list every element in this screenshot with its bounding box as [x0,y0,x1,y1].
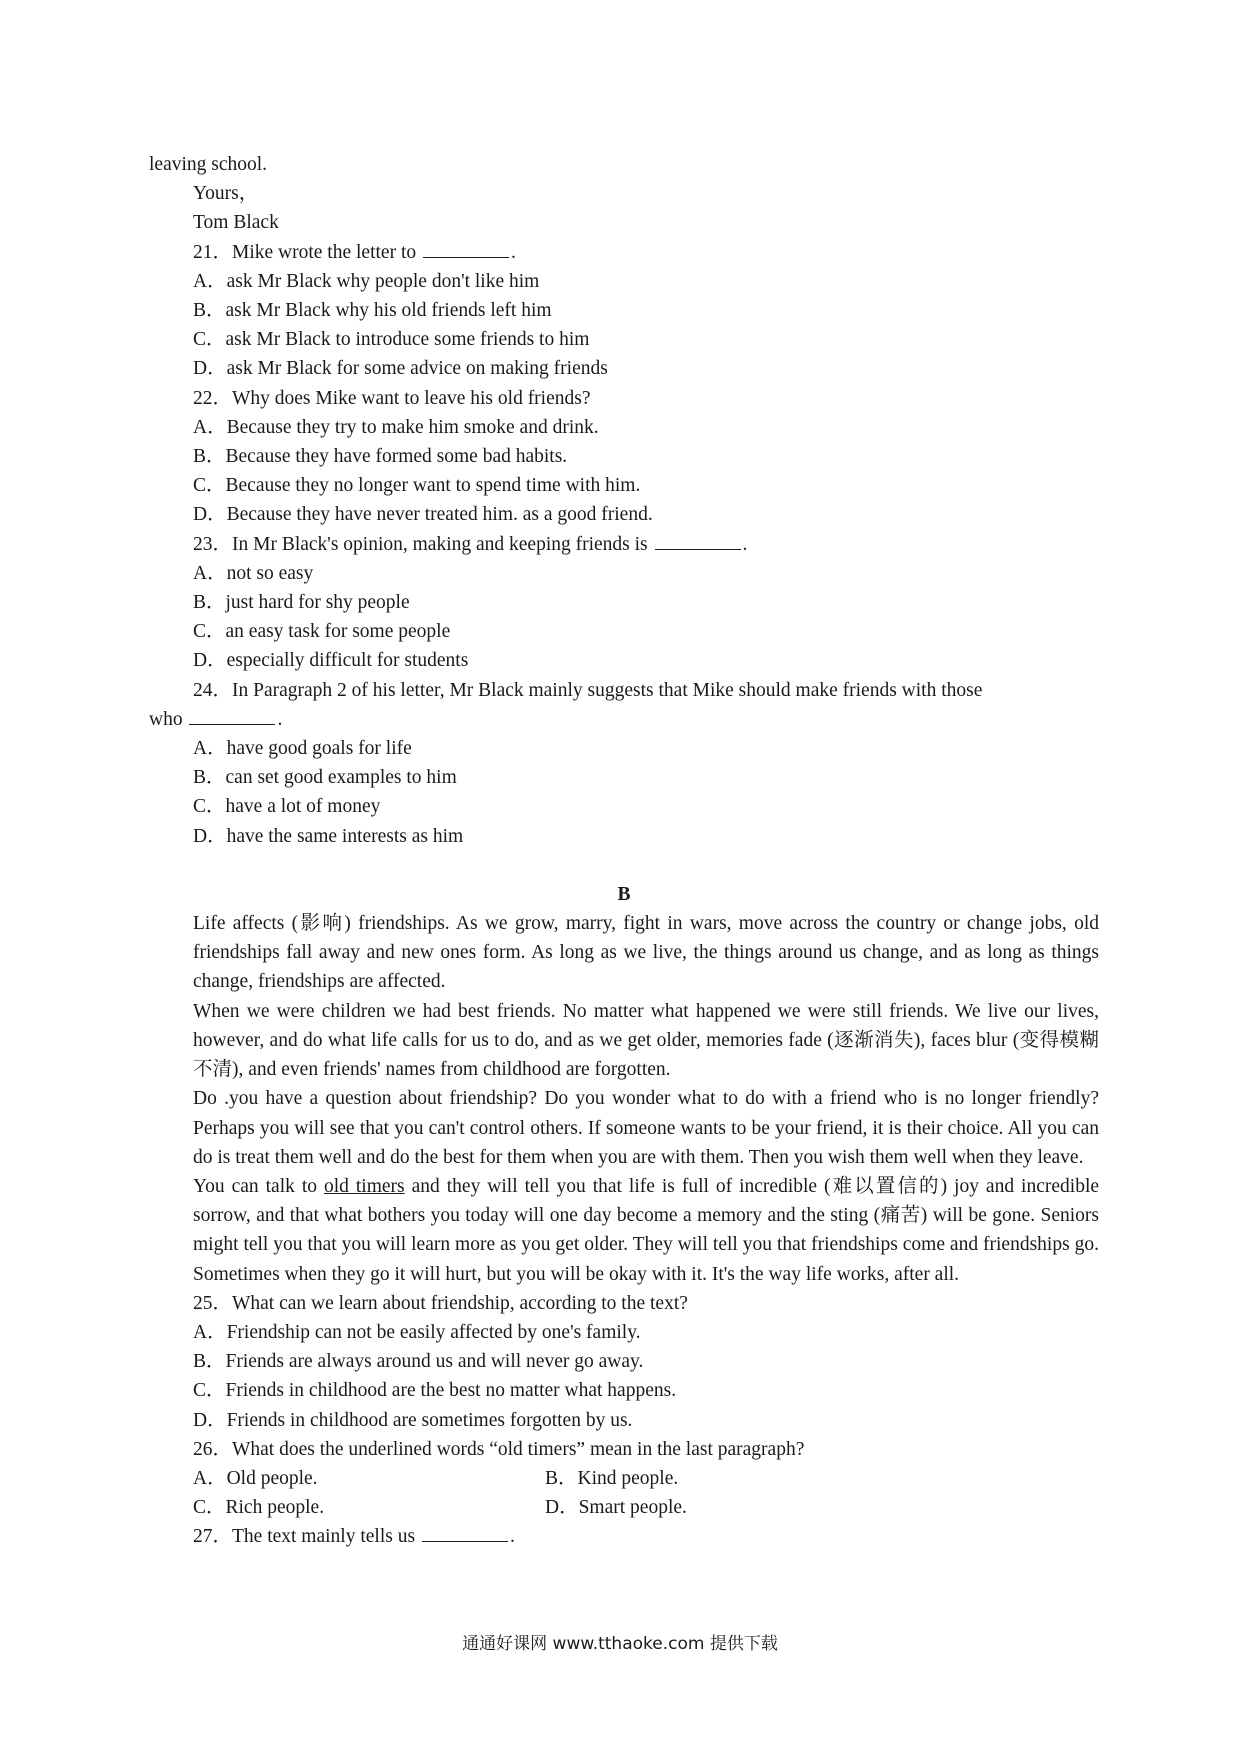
passage-b-paragraph-2: When we were children we had best friends. No matter what happened we were still friends. We live our lives, however, and do what life calls for us to do, and as we get older, memories fade (逐渐消失), faces blur (变得模糊不清), and even friends' names from childhood are forgotten. [193,1000,1099,1081]
question-26-stem: 26．What does the underlined words “old timers” mean in the last paragraph? [193,1438,805,1460]
question-21-option-b: B．ask Mr Black why his old friends left him [193,300,552,322]
question-24-option-c: C．have a lot of money [193,796,381,818]
underlined-phrase-old-timers: old timers [324,1175,405,1197]
question-21-stem: 21．Mike wrote the letter to . [193,241,516,263]
question-25-option-a: A．Friendship can not be easily affected by one's family. [193,1321,641,1343]
question-23-option-b: B．just hard for shy people [193,592,410,614]
question-27-stem: 27．The text mainly tells us . [193,1526,515,1548]
passage-b-paragraph-4: You can talk to old timers and they will tell you that life is full of incredible (难以置信的) joy and incredible sorrow, and that what bothers you today will one day become a memory and the sting (痛苦) will be gone. Seniors might tell you that you will learn more as you get older. They will tell you that friendships come and friendships go. Sometimes when they go it will hurt, but you will be okay with it. It's the way life works, after all. [193,1175,1100,1285]
question-21-option-c: C．ask Mr Black to introduce some friends to him [193,329,590,351]
letter-signature: Tom Black [193,212,279,234]
question-21-option-a: A．ask Mr Black why people don't like him [193,270,540,292]
answer-blank [423,256,509,258]
question-26-option-b: B．Kind people. [545,1467,679,1489]
question-22-option-a: A．Because they try to make him smoke and drink. [193,416,599,438]
letter-closing-line: leaving school. [149,154,268,175]
passage-b-paragraph-3: Do .you have a question about friendship? Do you wonder what to do with a friend who is no longer friendly? Perhaps you will see that you can't control others. If someone wants to be your friend, it is their choice. All you can do is treat them well and do the best for them when you are with them. Then you wish them well when they leave. [193,1088,1099,1168]
question-22-option-b: B．Because they have formed some bad habits. [193,446,568,468]
question-24-stem-continuation: who . [149,708,283,730]
question-22-stem: 22．Why does Mike want to leave his old friends? [193,387,591,409]
answer-blank [189,723,275,725]
page-content [149,150,1099,1552]
question-24-option-a: A．have good goals for life [193,738,412,760]
question-22-option-c: C．Because they no longer want to spend time with him. [193,475,641,497]
section-b-heading: B [617,883,631,905]
question-25-option-b: B．Friends are always around us and will never go away. [193,1351,644,1373]
question-23-option-a: A．not so easy [193,562,314,584]
question-24-option-b: B．can set good examples to him [193,767,457,789]
letter-signoff: Yours， [193,183,259,205]
question-22-option-d: D．Because they have never treated him. as a good friend. [193,504,653,526]
question-25-option-d: D．Friends in childhood are sometimes forgotten by us. [193,1409,633,1431]
question-24-stem: 24．In Paragraph 2 of his letter, Mr Black mainly suggests that Mike should make friends with those [193,679,983,701]
question-25-option-c: C．Friends in childhood are the best no matter what happens. [193,1380,677,1402]
answer-blank [655,548,741,550]
page-footer: 通通好课网 www.tthaoke.com 提供下载 [462,1634,778,1654]
answer-blank [422,1540,508,1542]
passage-b-paragraph-1: Life affects (影响) friendships. As we grow, marry, fight in wars, move across the country or change jobs, old friendships fall away and new ones form. As long as we live, the things around us change, and as long as things change, friendships are affected. [193,913,1099,993]
question-23-stem: 23．In Mr Black's opinion, making and keeping friends is . [193,533,748,555]
question-23-option-d: D．especially difficult for students [193,650,469,672]
question-26-options-row-2 [149,1493,1099,1522]
question-26-option-a: A．Old people. [193,1467,318,1489]
question-25-stem: 25．What can we learn about friendship, according to the text? [193,1292,688,1314]
question-24-option-d: D．have the same interests as him [193,825,464,847]
question-26-option-d: D．Smart people. [545,1497,687,1519]
question-26-options-row-1 [149,1464,1099,1493]
question-21-option-d: D．ask Mr Black for some advice on making friends [193,358,608,380]
question-23-option-c: C．an easy task for some people [193,621,451,643]
question-26-option-c: C．Rich people. [193,1497,325,1519]
